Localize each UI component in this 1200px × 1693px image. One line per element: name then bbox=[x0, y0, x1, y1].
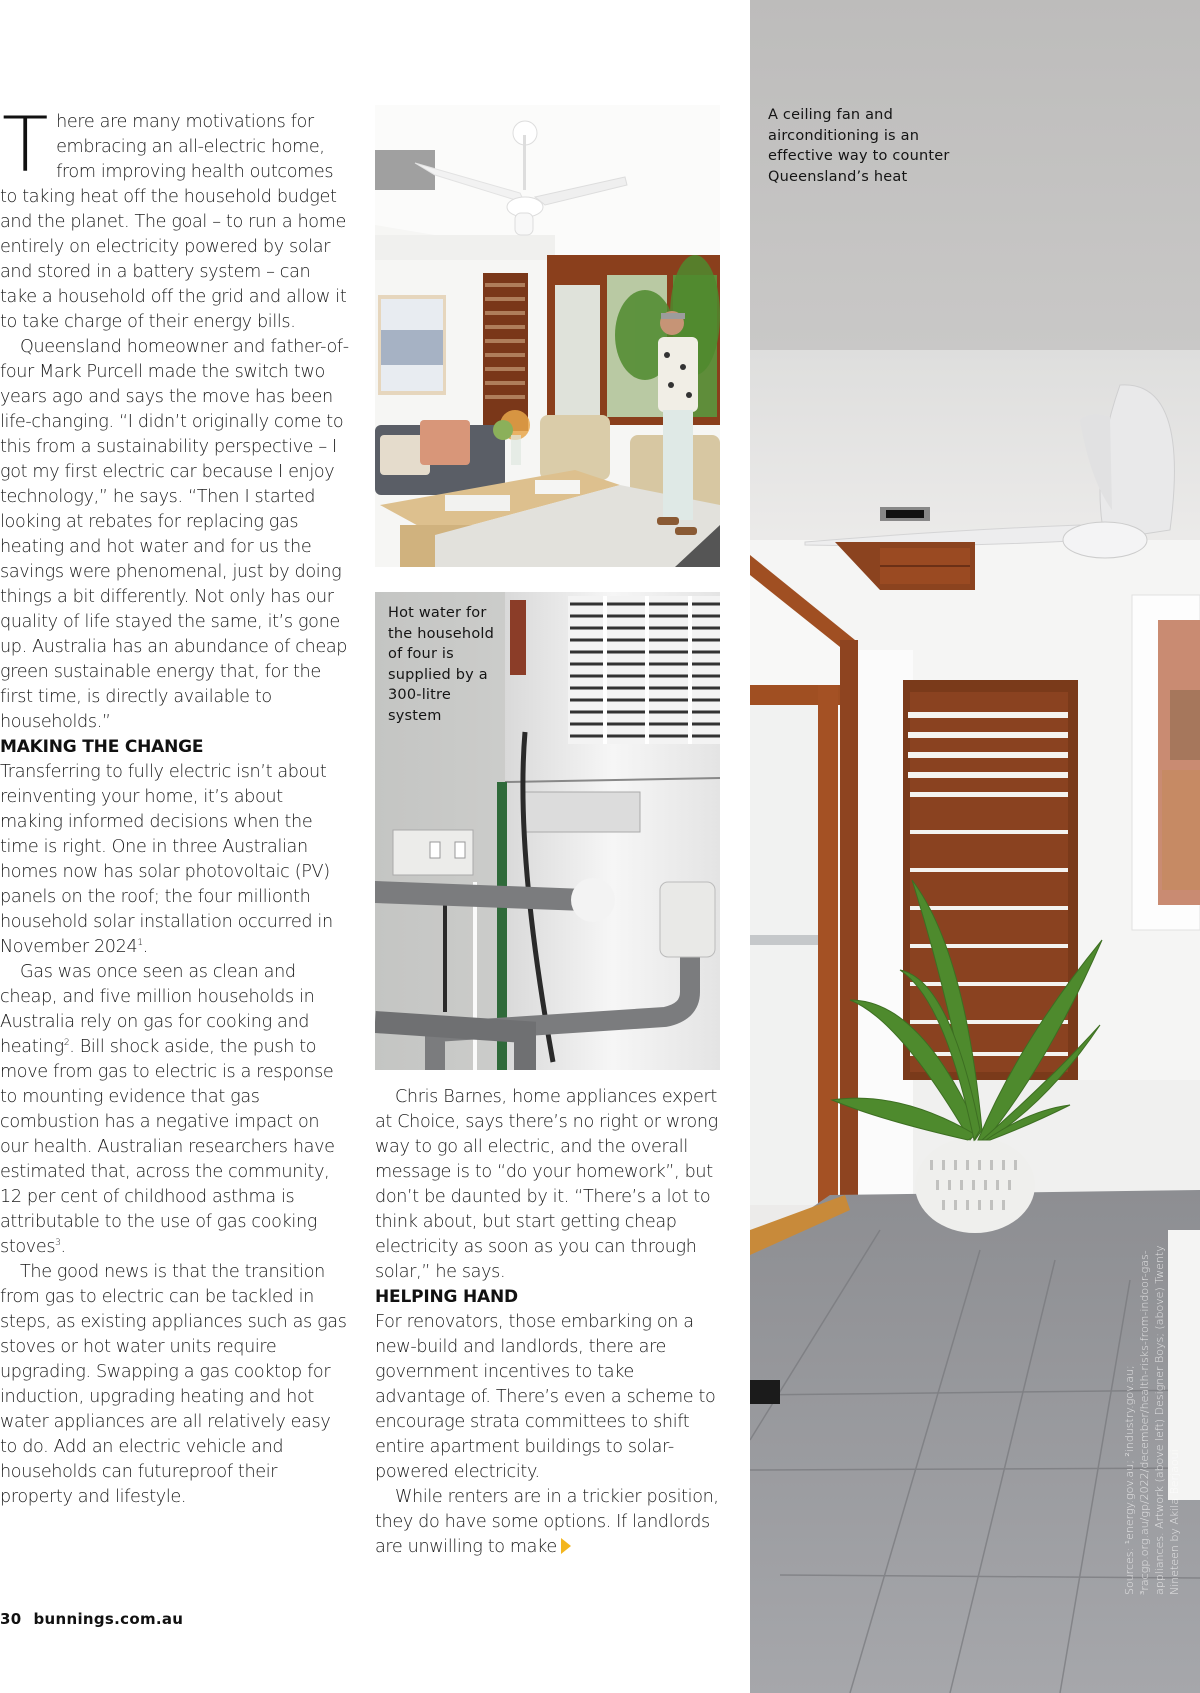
article-column-1 bbox=[0, 100, 350, 1510]
subhead-making-the-change: MAKING THE CHANGE bbox=[0, 737, 204, 757]
drop-cap: T bbox=[2, 100, 49, 189]
sources-credit: Sources: ¹energy.gov.au; ²industry.gov.au; ³racgp.org.au/gp/2022/december/health-risks-from-indoor-gas-appliances. Artwork (above left) Designer Boys; (above) Twenty Nineteen by Akila Berjaoui bbox=[1123, 1245, 1181, 1595]
paragraph-text: Transferring to fully electric isn’t about reinventing your home, it’s about making informed decisions when the time is right. One in three Australian homes now has solar photovoltaic (PV) panels on the roof; the four millionth household solar installation occurred in November 2024 bbox=[0, 762, 333, 957]
lead-paragraph bbox=[0, 100, 350, 335]
paragraph-good-news: The good news is that the transition from gas to electric can be tackled in steps, as existing appliances such as gas stoves or hot water units require upgrading. Swapping a gas cooktop for induction, upgrading heating and hot water appliances are all relatively easy to do. Add an electric vehicle and households can futureproof their property and lifestyle. bbox=[0, 1262, 347, 1507]
continue-arrow-icon bbox=[561, 1538, 571, 1554]
article-column-2 bbox=[375, 1085, 720, 1560]
lead-text: here are many motivations for embracing an all-electric home, from improving health outcomes to taking heat off the household budget and the planet. The goal – to run a home entirely on electricity powered by solar and stored in a battery system – can take a household off the grid and allow it to take charge of their energy bills. bbox=[0, 112, 347, 332]
paragraph-text: While renters are in a trickier position, they do have some options. If landlords are unwilling to make bbox=[375, 1487, 719, 1557]
photo-living-room bbox=[375, 105, 720, 567]
footnote-ref: 2 bbox=[63, 1038, 70, 1049]
caption-ceiling-fan: A ceiling fan and airconditioning is an effective way to counter Queensland’s heat bbox=[768, 107, 950, 185]
paragraph-renovators: For renovators, those embarking on a new-build and landlords, there are government incentives to take advantage of. There’s even a scheme to encourage strata committees to shift entire apartment buildings to solar-powered electricity. bbox=[375, 1312, 716, 1482]
site-link[interactable]: bunnings.com.au bbox=[33, 1610, 184, 1628]
footnote-ref: 3 bbox=[55, 1238, 61, 1249]
page-footer bbox=[0, 1610, 183, 1628]
caption-hot-water: Hot water for the household of four is supplied by a 300-litre system bbox=[388, 605, 495, 724]
paragraph-text: . bbox=[60, 1237, 66, 1257]
footnote-ref: 1 bbox=[137, 938, 143, 949]
paragraph-renters bbox=[375, 1485, 720, 1560]
paragraph-text: . Bill shock aside, the push to move from gas to electric is a response to mounting evidence that gas combustion has a negative impact on our health. Australian researchers have estimated that, across the community, 12 per cent of childhood asthma is attributable to the use of gas cooking stoves bbox=[0, 1037, 335, 1257]
paragraph-chris-barnes: Chris Barnes, home appliances expert at Choice, says there’s no right or wrong way to go all electric, and the overall message is to “do your homework”, but don’t be daunted by it. “There’s a lot to think about, but start getting cheap electricity as soon as you can through solar,” he says. bbox=[375, 1087, 718, 1282]
paragraph-mark-purcell: Queensland homeowner and father-of-four Mark Purcell made the switch two years ago and says the move has been life-changing. “I didn’t originally come to this from a sustainability perspective – I got my first electric car because I enjoy technology,” he says. “Then I started looking at rebates for replacing gas heating and hot water and for us the savings were phenomenal, just by doing things a bit differently. Not only has our quality of life stayed the same, it’s gone up. Australia has an abundance of cheap green sustainable energy that, for the first time, is directly available to households.” bbox=[0, 337, 349, 732]
living-room-illustration bbox=[375, 105, 720, 567]
page-number: 30 bbox=[0, 1610, 22, 1628]
paragraph-text: Gas was once seen as clean and cheap, and five million households in Australia rely on gas for cooking and heating bbox=[0, 962, 315, 1057]
paragraph-gas bbox=[0, 960, 350, 1260]
subhead-helping-hand: HELPING HAND bbox=[375, 1287, 518, 1307]
paragraph-text: . bbox=[142, 937, 148, 957]
paragraph-transferring bbox=[0, 760, 350, 960]
